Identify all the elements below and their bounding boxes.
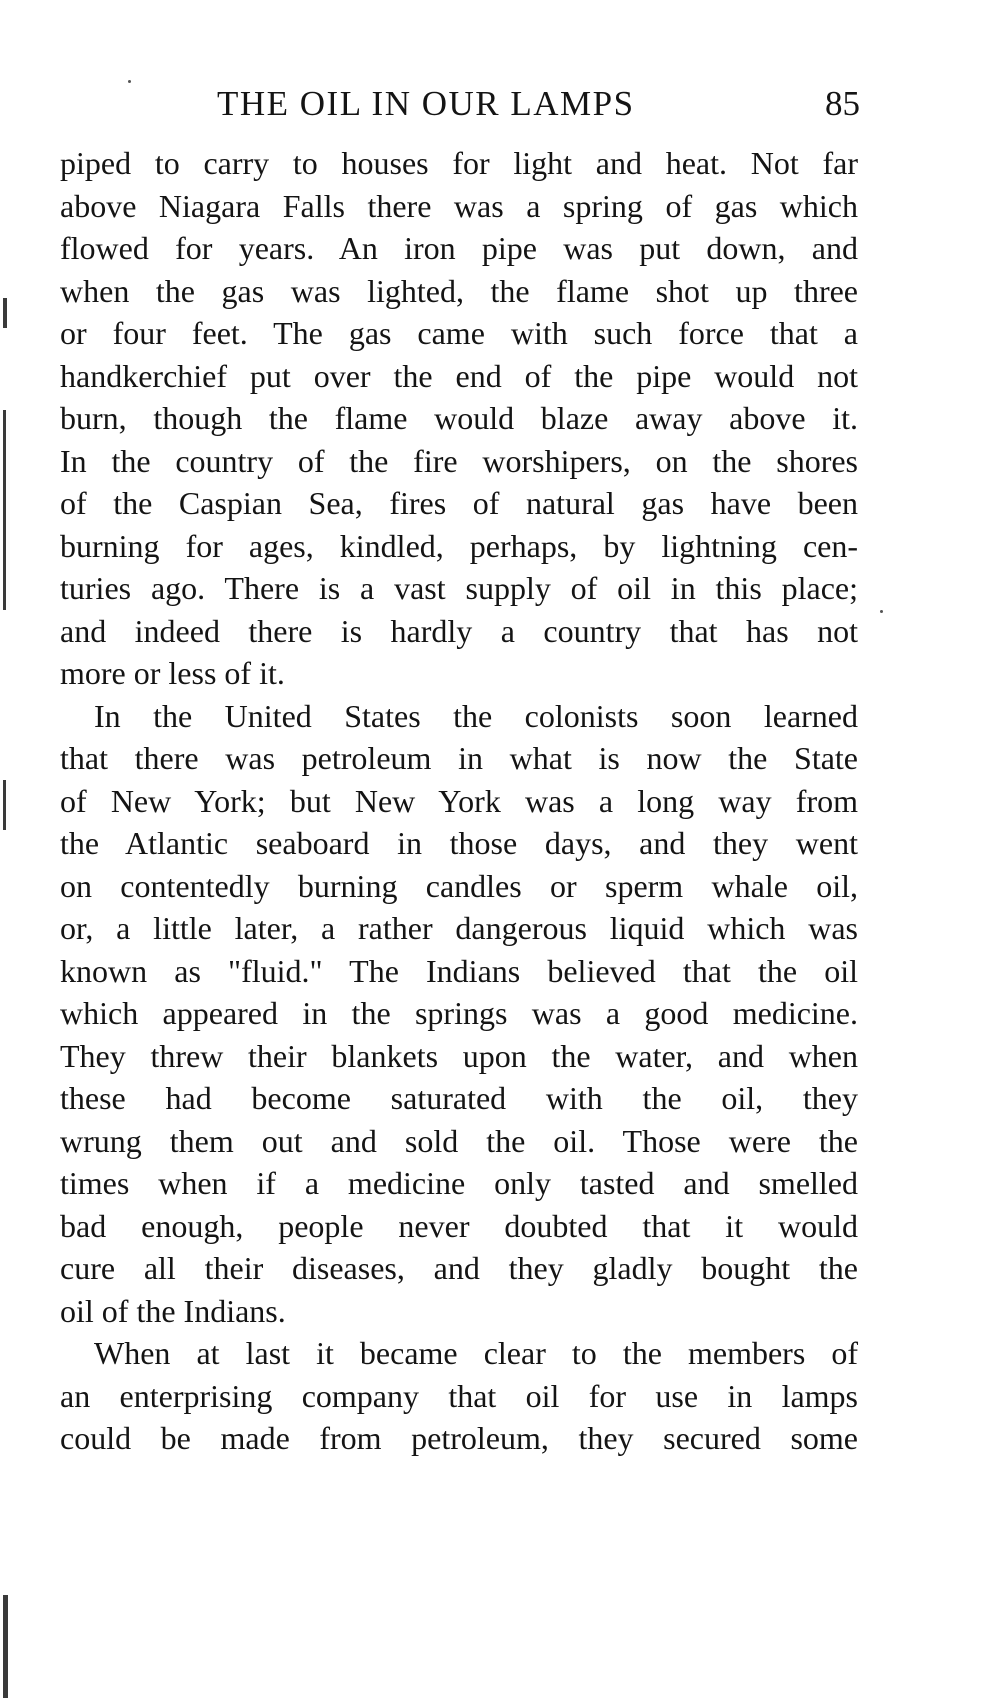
- text-line: on contentedly burning candles or sperm whale oil,: [60, 867, 858, 904]
- text-line: which appeared in the springs was a good medicine.: [60, 995, 858, 1031]
- text-line: could be made from petroleum, they secured some: [60, 1420, 858, 1456]
- text-line: when the gas was lighted, the flame shot up three: [60, 272, 858, 309]
- text-line: or four feet. The gas came with such force that a: [60, 315, 858, 351]
- running-head: [60, 84, 860, 124]
- text-line: an enterprising company that oil for use in lamps: [60, 1377, 858, 1414]
- text-line: flowed for years. An iron pipe was put down, and: [60, 230, 858, 266]
- text-line: times when if a medicine only tasted and smelled: [60, 1165, 858, 1201]
- text-line: and indeed there is hardly a country that has not: [60, 612, 858, 649]
- text-line: burn, though the flame would blaze away above it.: [60, 400, 858, 436]
- text-line: these had become saturated with the oil, they: [60, 1080, 858, 1116]
- text-line: piped to carry to houses for light and heat. Not far: [60, 145, 858, 181]
- text-line: wrung them out and sold the oil. Those were the: [60, 1122, 858, 1159]
- text-line: In the United States the colonists soon learned: [94, 697, 858, 734]
- text-line: cure all their diseases, and they gladly bought the: [60, 1250, 858, 1286]
- binding-edge-mark: [3, 780, 6, 830]
- text-line: known as "fluid." The Indians believed that the oil: [60, 952, 858, 989]
- text-line: of the Caspian Sea, fires of natural gas have been: [60, 485, 858, 521]
- text-line: handkerchief put over the end of the pipe would not: [60, 357, 858, 394]
- text-line: burning for ages, kindled, perhaps, by lightning cen-: [60, 527, 858, 564]
- paragraph-1: [60, 142, 858, 695]
- text-line: of New York; but New York was a long way from: [60, 782, 858, 819]
- scan-speck: [880, 610, 883, 613]
- binding-edge-mark: [3, 410, 6, 610]
- binding-edge-mark: [3, 1595, 8, 1698]
- page-number: 85: [825, 84, 860, 123]
- text-line: or, a little later, a rather dangerous liquid which was: [60, 910, 858, 946]
- paragraph-3: [60, 1332, 858, 1460]
- text-line: They threw their blankets upon the water, and when: [60, 1037, 858, 1074]
- text-line: turies ago. There is a vast supply of oil in this place;: [60, 570, 858, 606]
- text-line: more or less of it.: [60, 655, 285, 691]
- text-line: In the country of the fire worshipers, on the shores: [60, 442, 858, 479]
- paragraph-2: [60, 695, 858, 1333]
- text-line: the Atlantic seaboard in those days, and they went: [60, 825, 858, 861]
- scan-speck: [128, 80, 131, 83]
- text-line: that there was petroleum in what is now the State: [60, 740, 858, 776]
- running-title: THE OIL IN OUR LAMPS: [217, 84, 635, 123]
- text-line: bad enough, people never doubted that it would: [60, 1207, 858, 1244]
- text-line: oil of the Indians.: [60, 1292, 286, 1329]
- body-text: [60, 142, 858, 1460]
- binding-edge-mark: [3, 298, 7, 328]
- text-line: When at last it became clear to the members of: [94, 1335, 858, 1371]
- text-line: above Niagara Falls there was a spring of gas which: [60, 187, 858, 224]
